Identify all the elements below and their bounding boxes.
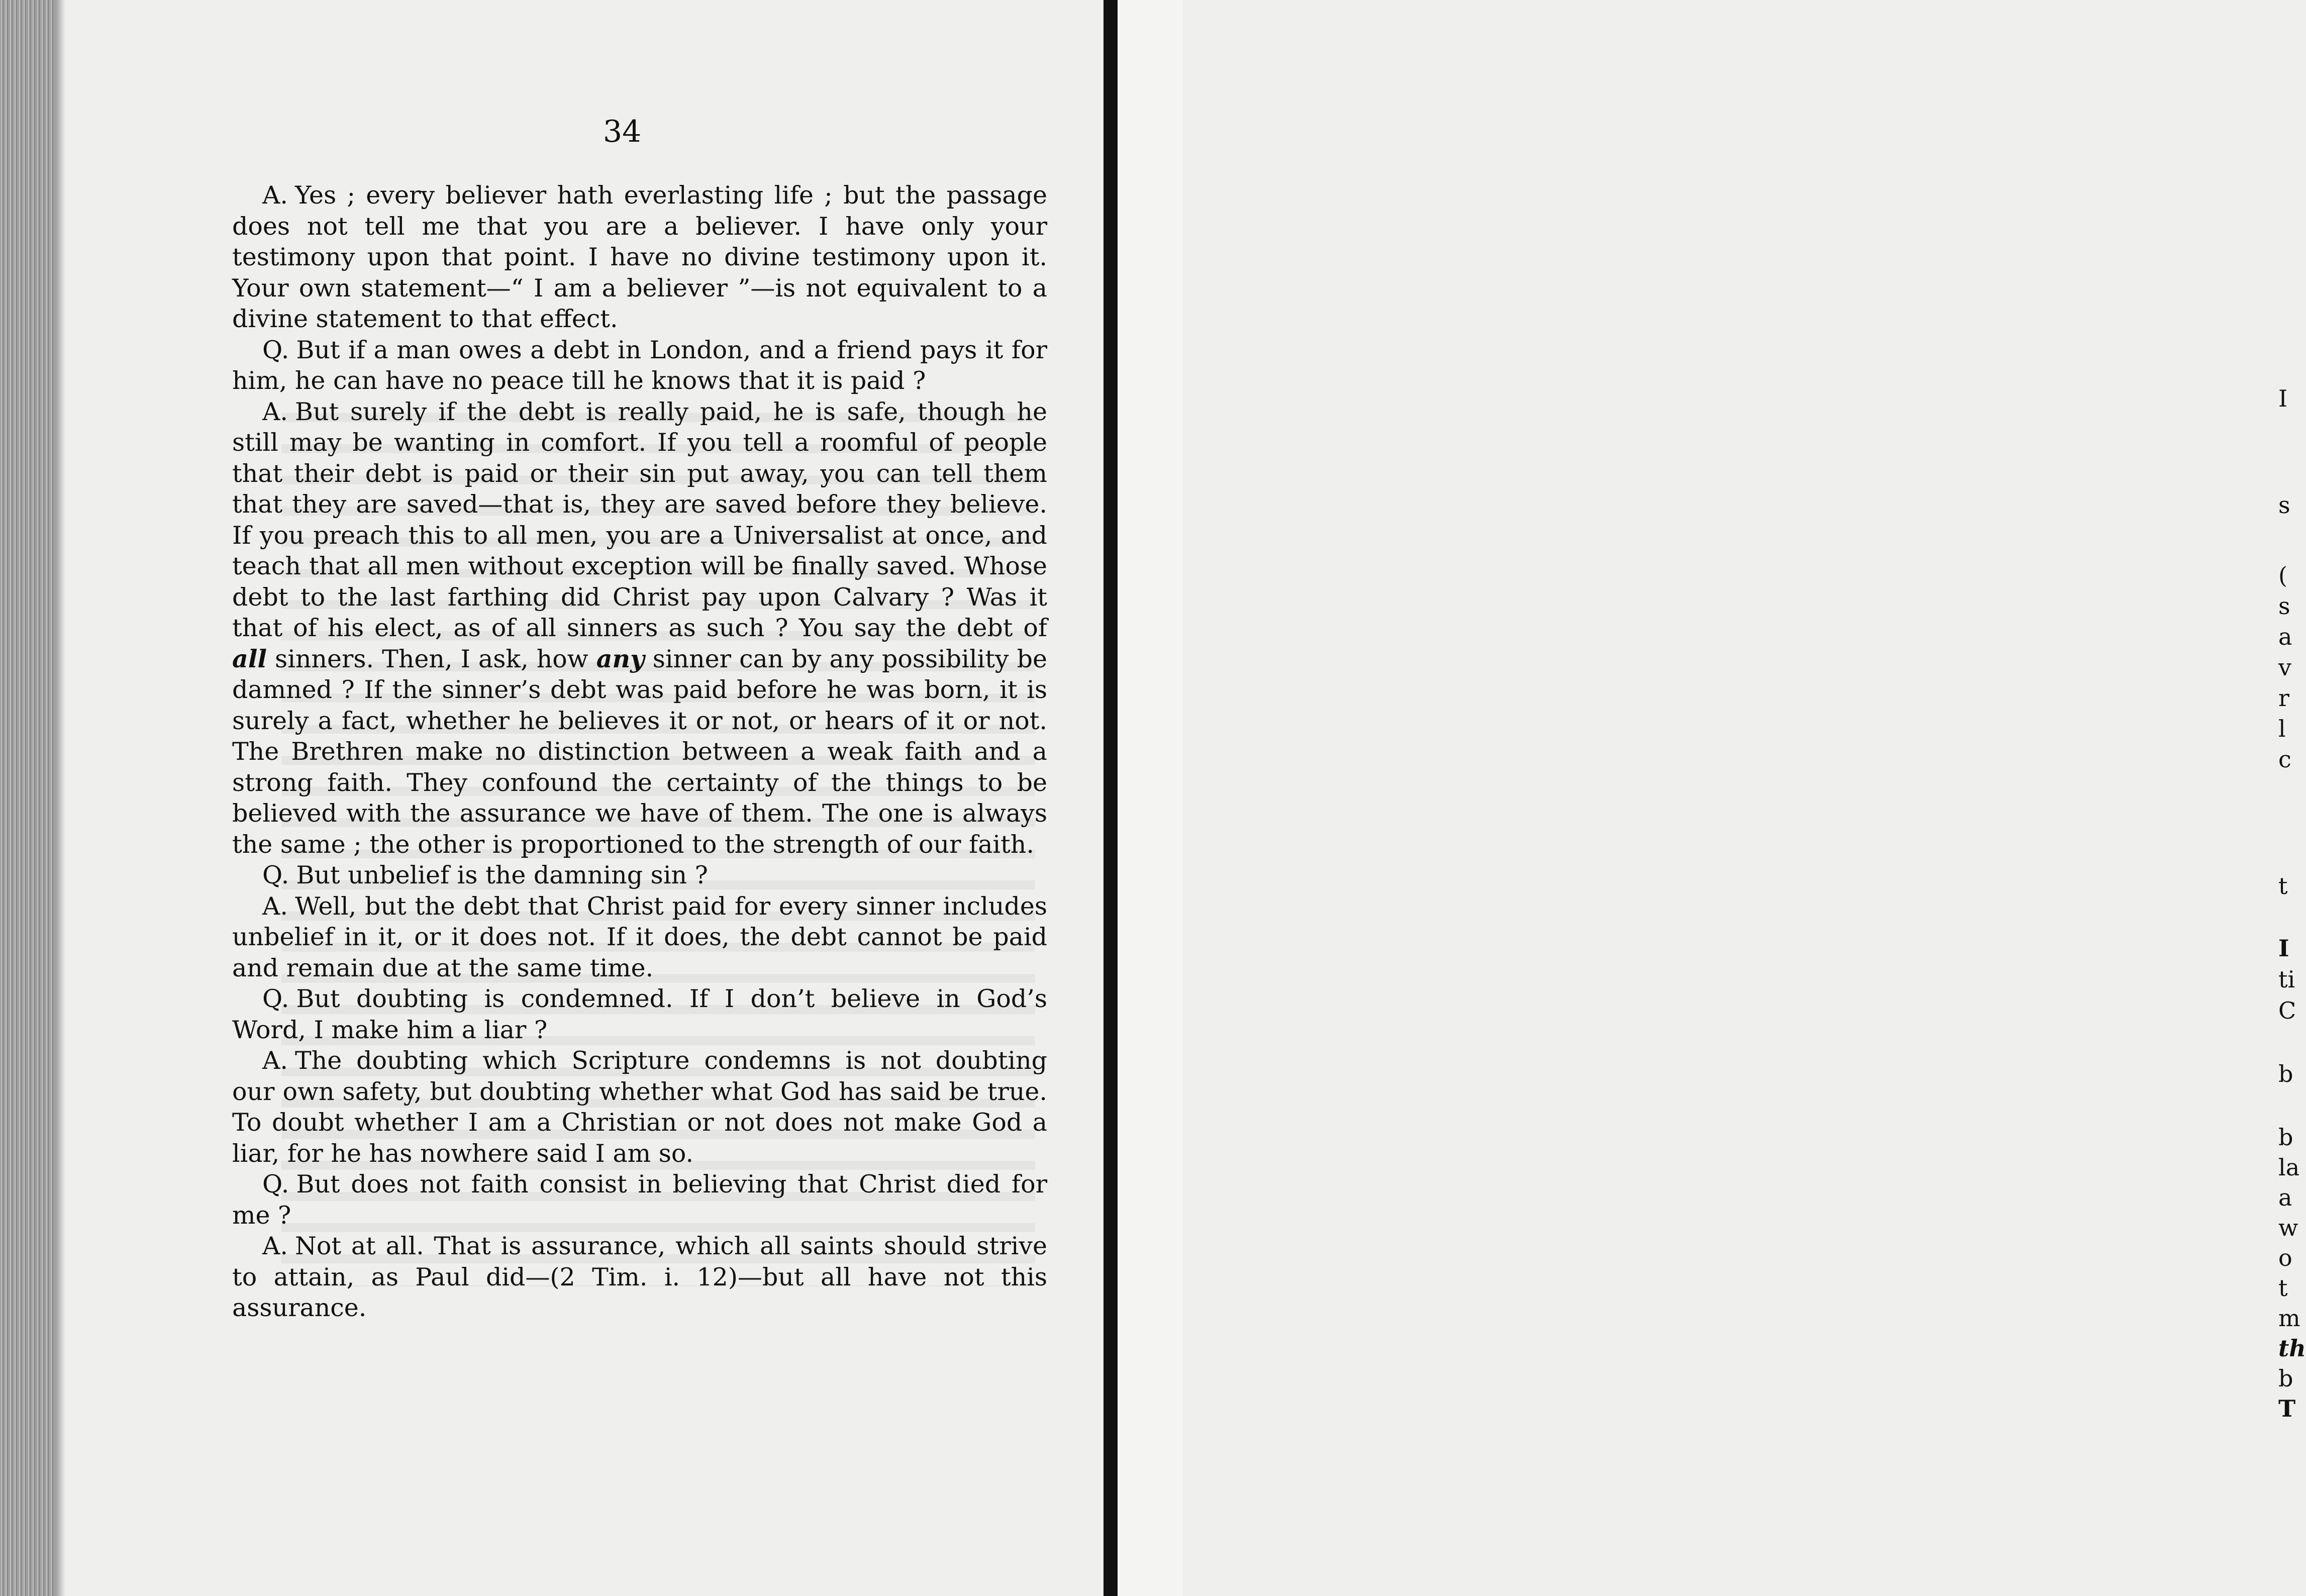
paragraph-answer	[232, 1231, 1047, 1324]
paragraph-text: The doubting which Scripture condemns is not doubting our own safety, but doubting whether what God has said be true. To doubt whether I am a Christian or not does not make God a liar, for he has nowhere said I am so.	[232, 1046, 1047, 1168]
page-body	[232, 180, 1047, 1324]
facing-page-fragment: v	[2278, 654, 2291, 681]
book-page-edges	[0, 0, 55, 1596]
paragraph-text: sinners. Then, I ask, how	[275, 644, 588, 673]
facing-page-fragment: (	[2278, 562, 2287, 589]
speaker-label: Q.	[262, 984, 289, 1013]
facing-page-fragment: a	[2278, 623, 2292, 650]
emphasis-word: all	[232, 644, 267, 673]
facing-page-fragment: b	[2278, 1060, 2293, 1087]
facing-page-fragment: s	[2278, 592, 2290, 620]
paragraph-text: But unbelief is the damning sin ?	[296, 861, 708, 889]
paragraph-answer	[232, 396, 1047, 860]
facing-page-fragment: t	[2278, 1274, 2288, 1302]
facing-page-fragment: l	[2278, 715, 2286, 742]
paragraph-answer	[232, 891, 1047, 984]
paragraph-answer	[232, 180, 1047, 335]
paragraph-text: But does not faith consist in believing that Christ died for me ?	[232, 1170, 1047, 1230]
speaker-label: Q.	[262, 1170, 289, 1199]
paragraph-question	[232, 983, 1047, 1045]
facing-page-fragment: I	[2278, 935, 2289, 962]
facing-page-fragment: T	[2278, 1395, 2296, 1422]
paragraph-text: sinner can by any possibility be damned ? If the sinner’s debt was paid before he was born, it is surely a fact, whether he believes it or not, or hears of it or not. The Brethren make no distinction between a weak faith and a strong faith. They confound the certainty of the things to be believed with the assurance we have of them. The one is always the same ; the other is proportioned to the strength of our faith.	[232, 644, 1048, 859]
paragraph-text: Yes ; every believer hath everlasting life ; but the passage does not tell me that you are a believer. I have only your testimony upon that point. I have no divine testimony upon it. Your own statement—“ I am a believer ”—is not equivalent to a divine statement to that effect.	[232, 181, 1047, 333]
facing-page-fragment: m	[2278, 1305, 2300, 1332]
paragraph-text: Well, but the debt that Christ paid for every sinner includes unbelief in it, or it does not. If it does, the debt cannot be paid and remain due at the same time.	[232, 891, 1047, 982]
paragraph-answer	[232, 1045, 1047, 1169]
speaker-label: A.	[262, 891, 288, 921]
paragraph-text: But doubting is condemned. If I don’t believe in God’s Word, I make him a liar ?	[232, 984, 1047, 1044]
speaker-label: Q.	[262, 861, 289, 889]
facing-page-fragment: b	[2278, 1365, 2293, 1392]
facing-page-fragment: th	[2278, 1335, 2306, 1362]
facing-page-fragment: a	[2278, 1184, 2292, 1211]
facing-page-fragment: w	[2278, 1214, 2298, 1241]
facing-page-fragment: o	[2278, 1244, 2292, 1271]
facing-page-fragment: I	[2278, 385, 2288, 412]
facing-page-fragment: ti	[2278, 966, 2295, 993]
speaker-label: A.	[262, 397, 288, 426]
paragraph-text: But if a man owes a debt in London, and a friend pays it for him, he can have no peace till he knows that it is paid ?	[232, 335, 1047, 395]
page-number: 34	[603, 114, 642, 149]
emphasis-word: any	[596, 644, 645, 673]
book-gutter	[1104, 0, 1118, 1596]
facing-page-fragment: la	[2278, 1154, 2300, 1181]
speaker-label: A.	[262, 1232, 288, 1260]
paragraph-text: But surely if the debt is really paid, he is safe, though he still may be wanting in comfort. If you tell a roomful of people that their debt is paid or their sin put away, you can tell them that they are saved—that is, they are saved before they believe. If you preach this to all men, you are a Universalist at once, and teach that all men without exception will be finally saved. Whose debt to the last farthing did Christ pay upon Calvary ? Was it that of his elect, as of all sinners as such ? You say the debt of	[232, 397, 1047, 642]
facing-page-fragment: c	[2278, 746, 2291, 773]
paragraph-text: Not at all. That is assurance, which all saints should strive to attain, as Paul did—(2 Tim. i. 12)—but all have not this assurance.	[232, 1232, 1047, 1322]
paragraph-question	[232, 1169, 1047, 1231]
facing-page-fragment: C	[2278, 997, 2296, 1024]
paragraph-question	[232, 860, 1047, 891]
speaker-label: Q.	[262, 335, 289, 364]
paragraph-question	[232, 335, 1047, 396]
facing-page-fragment: t	[2278, 872, 2288, 900]
facing-page-fragment: b	[2278, 1124, 2293, 1151]
facing-page-fragment: r	[2278, 684, 2289, 712]
facing-page	[1118, 0, 2306, 1596]
speaker-label: A.	[262, 181, 288, 210]
speaker-label: A.	[262, 1046, 288, 1075]
facing-page-fragment: s	[2278, 491, 2290, 519]
